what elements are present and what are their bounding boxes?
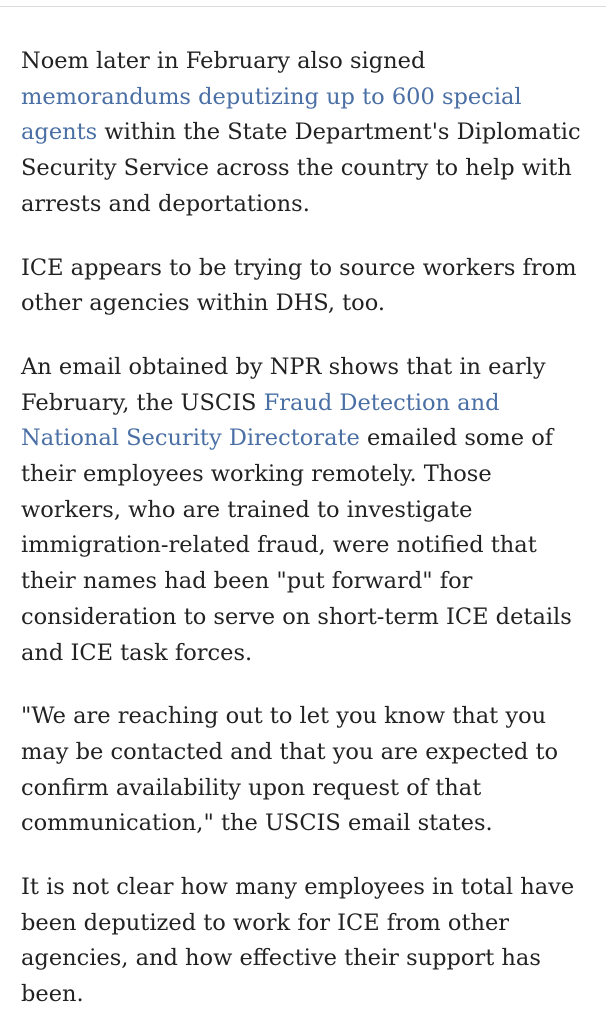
paragraph-text: "We are reaching out to let you know that you may be contacted and that you are expected to confirm availability upon request of that communication," the USCIS email states. [21,703,559,837]
paragraph-text: ICE appears to be trying to source workers from other agencies within DHS, too. [21,254,577,317]
paragraph-text: within the State Department's Diplomatic Security Service across the country to help with arrests and deportations. [21,119,581,217]
paragraph-text: Noem later in February also signed [21,48,426,74]
fraud-detection-directorate-link[interactable]: Fraud Detection and National Security Directorate [21,389,500,452]
paragraph-4 [21,699,587,842]
top-divider [0,0,606,7]
paragraph-5 [21,870,587,1013]
paragraph-text: emailed some of their employees working remotely. Those workers, who are trained to investigate immigration-related fraud, were notified that their names had been "put forward" for consideration to serve on short-term ICE details and ICE task forces. [21,425,572,666]
paragraph-3 [21,350,587,671]
paragraph-text: An email obtained by NPR shows that in early February, the USCIS [21,353,546,416]
paragraph-text: It is not clear how many employees in total have been deputized to work for ICE from other agencies, and how effective their support has been. [21,874,575,1008]
paragraph-2 [21,251,587,322]
memorandums-link[interactable]: memorandums deputizing up to 600 special agents [21,83,522,146]
article-body [21,44,587,1013]
paragraph-1 [21,44,587,223]
